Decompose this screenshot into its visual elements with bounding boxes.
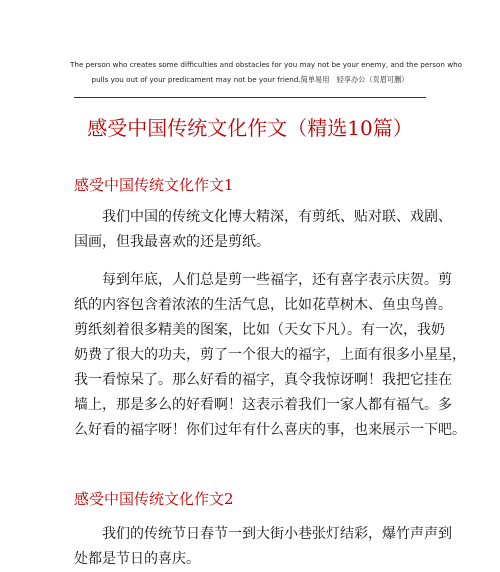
paragraph-3	[74, 522, 452, 572]
paragraph-line: 么好看的福字呀！你们过年有什么喜庆的事，也来展示一下吧。	[74, 422, 466, 438]
paragraph-line: 处都是节日的喜庆。	[74, 551, 200, 567]
paragraph-line: 我们的传统节日春节一到大街小巷张灯结彩，爆竹声声到	[102, 526, 452, 542]
paragraph-line: 墙上，那是多么的好看啊！这表示着我们一家人都有福气。多	[74, 397, 452, 413]
paragraph-line: 纸的内容包含着浓浓的生活气息，比如花草树木、鱼虫鸟兽。	[74, 297, 452, 313]
header-line-1: The person who creates some difficulties and obstacles for you may not be your enemy, and the person who	[70, 60, 463, 69]
section-heading-1: 感受中国传统文化作文1	[74, 176, 234, 194]
paragraph-line: 国画，但我最喜欢的还是剪纸。	[74, 234, 270, 250]
paragraph-1	[74, 205, 452, 255]
paragraph-line: 剪纸刻着很多精美的图案，比如（天女下凡）。有一次，我奶	[74, 322, 445, 338]
paragraph-line: 我一看惊呆了。那么好看的福字，真令我惊讶啊！我把它挂在	[74, 372, 452, 388]
section-heading-2: 感受中国传统文化作文2	[74, 490, 234, 508]
paragraph-2	[74, 268, 466, 443]
page-header	[70, 57, 463, 87]
paragraph-line: 我们中国的传统文化博大精深，有剪纸、贴对联、戏剧、	[102, 209, 452, 225]
document-title: 感受中国传统文化作文（精选10篇）	[87, 116, 413, 140]
header-divider	[74, 97, 426, 98]
paragraph-line: 奶费了很大的功夫，剪了一个很大的福字，上面有很多小星星，	[74, 347, 466, 363]
paragraph-line: 每到年底，人们总是剪一些福字，还有喜字表示庆贺。剪	[102, 272, 452, 288]
header-line-2: pulls you out of your predicament may not be your friend.简单易用 轻享办公（页眉可删）	[91, 75, 409, 84]
